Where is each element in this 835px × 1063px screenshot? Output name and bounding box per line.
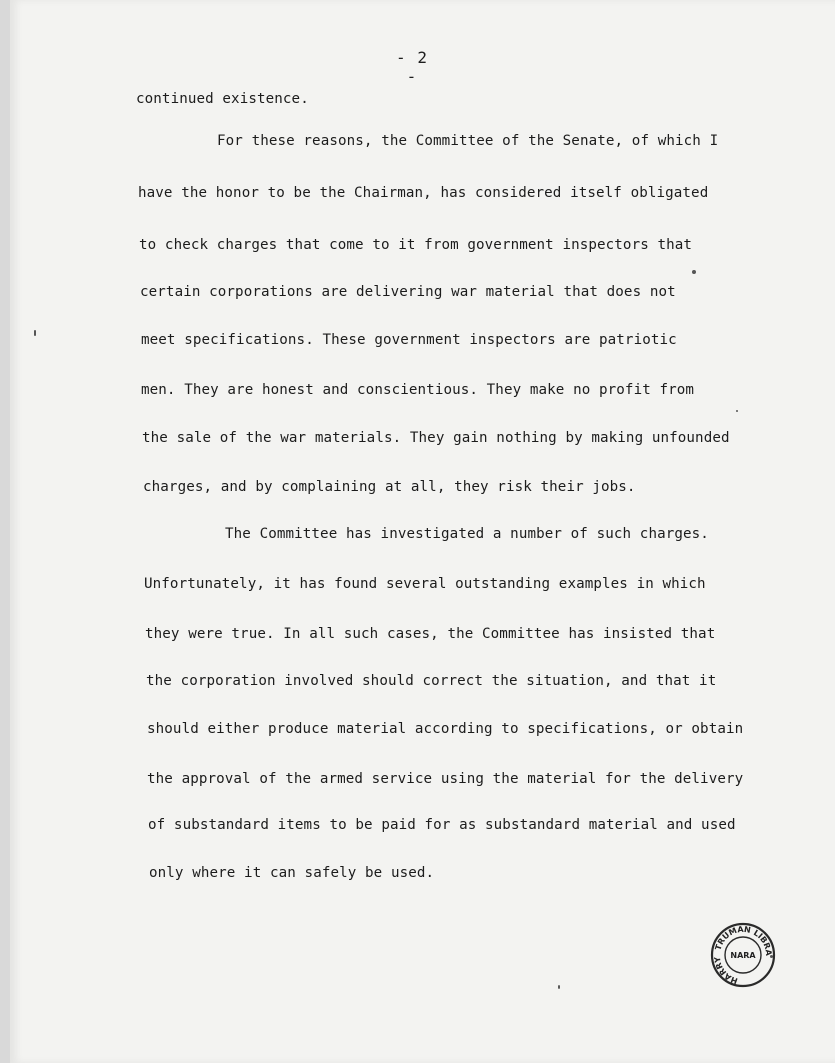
text-line: For these reasons, the Committee of the Senate, of which I: [217, 133, 719, 149]
text-line: certain corporations are delivering war material that does not: [140, 284, 676, 300]
stamp-text-top: TRUMAN LIBRA: [713, 924, 774, 957]
text-line: have the honor to be the Chairman, has considered itself obligated: [138, 185, 709, 201]
page-number: - 2 -: [396, 48, 428, 86]
text-line: the corporation involved should correct the situation, and that it: [146, 673, 717, 689]
text-line: men. They are honest and conscientious. They make no profit from: [141, 382, 695, 398]
text-line: charges, and by complaining at all, they risk their jobs.: [143, 479, 636, 495]
text-line: Unfortunately, it has found several outstanding examples in which: [144, 576, 706, 592]
text-line: meet specifications. These government inspectors are patriotic: [141, 332, 677, 348]
text-line: continued existence.: [136, 91, 309, 107]
text-line: the sale of the war materials. They gain nothing by making unfounded: [142, 430, 730, 446]
text-line: to check charges that come to it from government inspectors that: [139, 237, 693, 253]
archive-seal-stamp-icon: [708, 920, 778, 990]
stamp-center-text: NARA: [730, 951, 756, 960]
text-line: they were true. In all such cases, the Committee has insisted that: [145, 626, 716, 642]
text-line: only where it can safely be used.: [149, 865, 435, 881]
text-line: The Committee has investigated a number of such charges.: [225, 526, 709, 542]
ink-speck: [692, 270, 696, 274]
text-line: the approval of the armed service using the material for the delivery: [147, 771, 744, 787]
document-page: [10, 0, 835, 1063]
ink-speck: [34, 330, 36, 336]
ink-speck: [558, 985, 560, 989]
stamp-text-left: HARRY: [712, 956, 739, 986]
ink-speck: [736, 410, 738, 412]
text-line: of substandard items to be paid for as substandard material and used: [148, 817, 736, 833]
text-line: should either produce material according to specifications, or obtain: [147, 721, 744, 737]
